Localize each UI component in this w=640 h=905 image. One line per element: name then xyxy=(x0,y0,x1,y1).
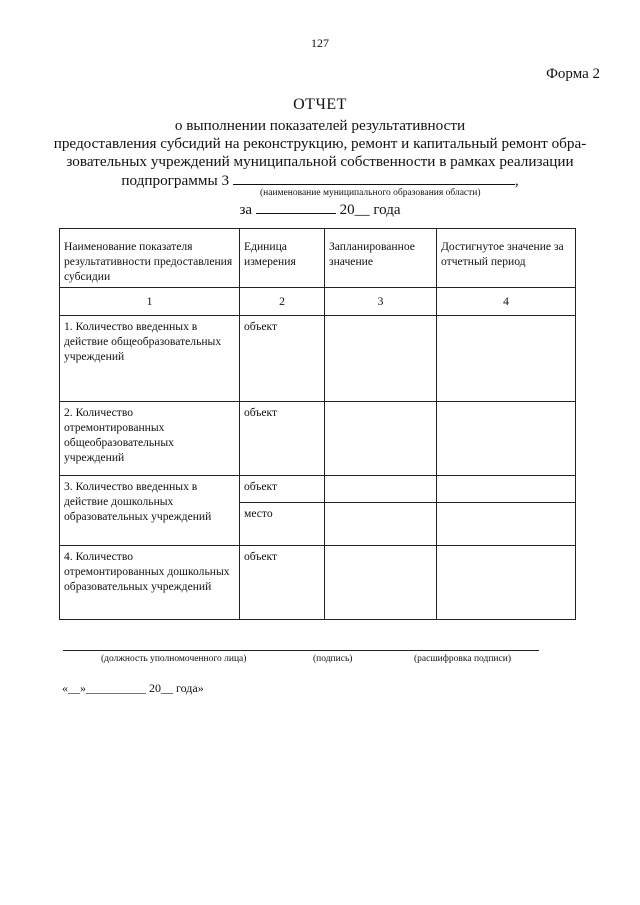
row-3-achieved-cell-1[interactable] xyxy=(437,476,576,503)
row-4-planned-cell[interactable] xyxy=(325,546,437,620)
header-unit: Единица измерения xyxy=(240,229,325,288)
row-1-indicator: 1. Количество введенных в действие общеобразовательных учреждений xyxy=(60,316,240,402)
row-4-achieved-cell[interactable] xyxy=(437,546,576,620)
row-3-indicator: 3. Количество введенных в действие дошкольных образовательных учреждений xyxy=(60,476,240,546)
row-1-achieved-cell[interactable] xyxy=(437,316,576,402)
period-blank[interactable] xyxy=(256,199,336,214)
row-1-unit: объект xyxy=(240,316,325,402)
report-subtitle-line-3: зовательных учреждений муниципальной собственности в рамках реализации xyxy=(66,153,574,170)
period-prefix: за xyxy=(239,202,253,218)
row-1-planned-cell[interactable] xyxy=(325,316,437,402)
row-3-unit-1: объект xyxy=(240,476,325,503)
row-4-indicator: 4. Количество отремонтированных дошкольных образовательных учреждений xyxy=(60,546,240,620)
column-number-2: 2 xyxy=(240,288,325,316)
report-subtitle-line-2: предоставления субсидий на реконструкцию, ремонт и капитальный ремонт обра- xyxy=(53,135,587,152)
report-subtitle-line-1: о выполнении показателей результативности xyxy=(174,117,466,134)
row-2-achieved-cell[interactable] xyxy=(437,402,576,476)
subprogram-label: подпрограммы 3 xyxy=(121,172,230,189)
subprogram-comma: , xyxy=(514,172,519,189)
column-number-row xyxy=(60,288,576,316)
row-3-planned-cell-2[interactable] xyxy=(325,503,437,546)
row-2-unit: объект xyxy=(240,402,325,476)
page-number: 127 xyxy=(311,36,329,50)
table-row xyxy=(60,402,576,476)
report-period xyxy=(0,199,640,219)
period-year: 20__ xyxy=(339,202,370,218)
report-title: ОТЧЕТ xyxy=(293,96,347,113)
table-header-row xyxy=(60,229,576,288)
date-line: «__»__________ 20__ года» xyxy=(62,681,204,695)
period-suffix: года xyxy=(373,202,401,218)
signature-line[interactable] xyxy=(63,650,539,651)
position-caption: (должность уполномоченного лица) xyxy=(101,654,247,664)
municipality-caption: (наименование муниципального образования области) xyxy=(260,188,481,198)
municipality-blank[interactable] xyxy=(233,170,515,185)
column-number-3: 3 xyxy=(325,288,437,316)
row-3-planned-cell-1[interactable] xyxy=(325,476,437,503)
header-planned: Запланированное значение xyxy=(325,229,437,288)
row-2-planned-cell[interactable] xyxy=(325,402,437,476)
row-3-achieved-cell-2[interactable] xyxy=(437,503,576,546)
table-row xyxy=(60,476,576,503)
header-indicator: Наименование показателя результативности предоставления субсидии xyxy=(60,229,240,288)
report-table xyxy=(59,228,576,620)
column-number-4: 4 xyxy=(437,288,576,316)
column-number-1: 1 xyxy=(60,288,240,316)
table-row xyxy=(60,316,576,402)
table-row xyxy=(60,546,576,620)
row-4-unit: объект xyxy=(240,546,325,620)
signature-caption: (подпись) xyxy=(313,654,353,664)
row-3-unit-2: место xyxy=(240,503,325,546)
form-label: Форма 2 xyxy=(546,66,600,82)
signature-decoding-caption: (расшифровка подписи) xyxy=(414,654,511,664)
report-subtitle-line-4 xyxy=(0,170,640,190)
header-achieved: Достигнутое значение за отчетный период xyxy=(437,229,576,288)
row-2-indicator: 2. Количество отремонтированных общеобразовательных учреждений xyxy=(60,402,240,476)
